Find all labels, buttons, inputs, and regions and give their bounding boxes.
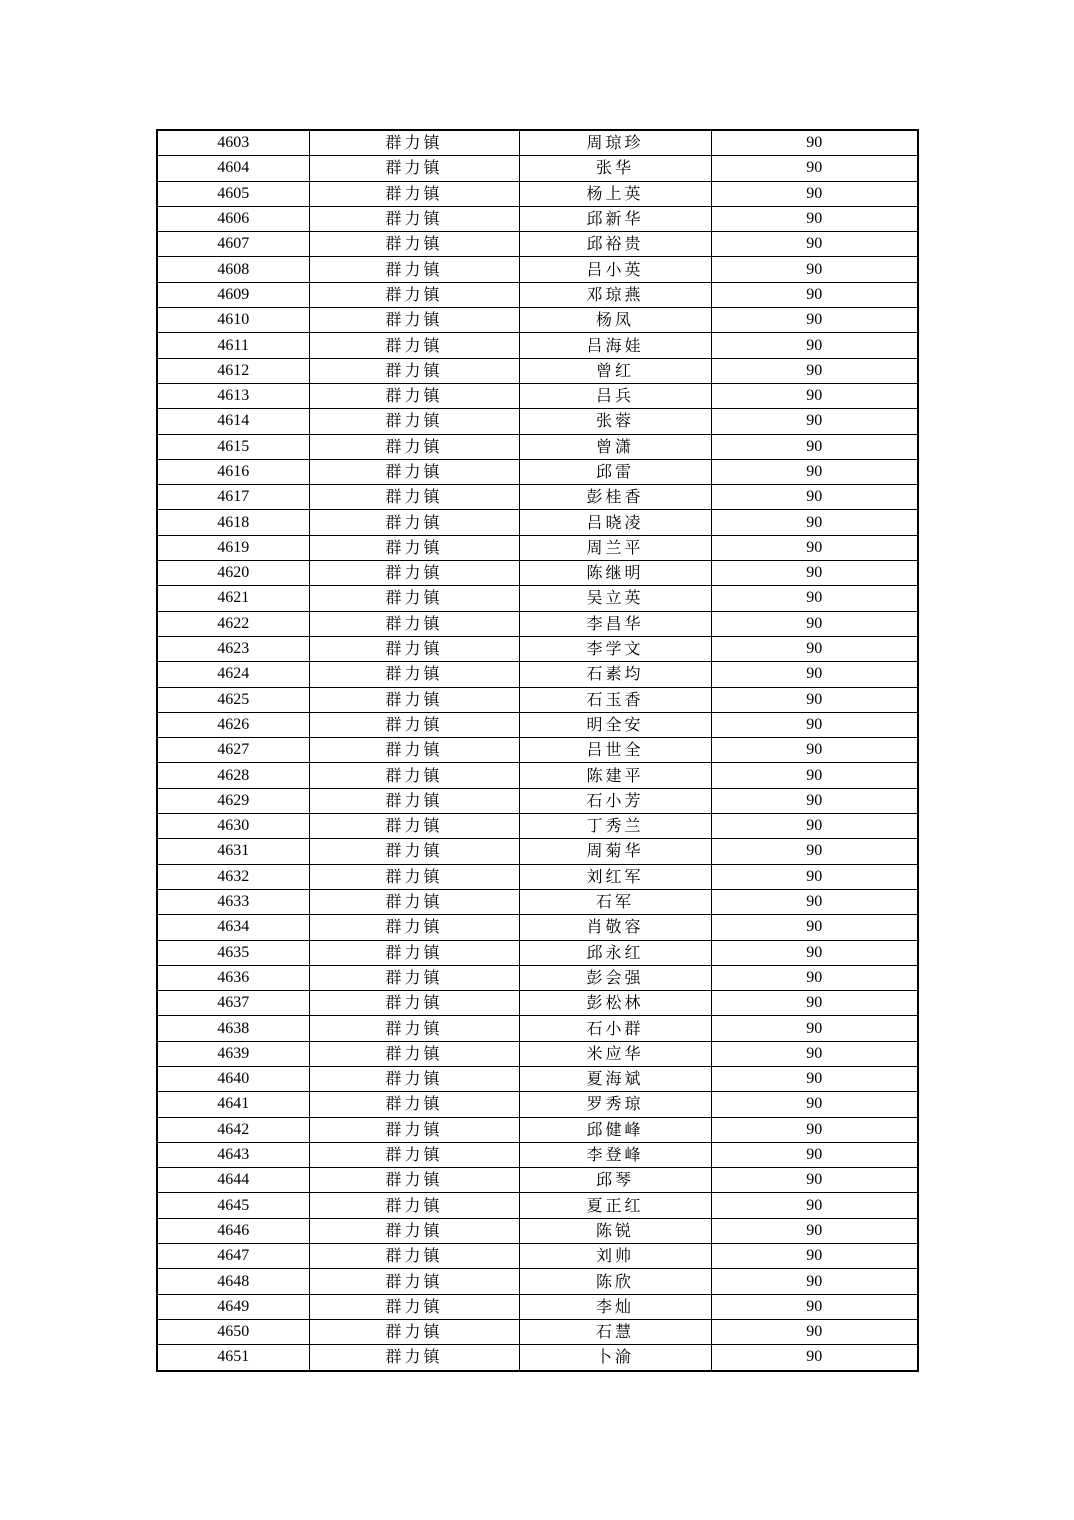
cell-name: 米应华	[519, 1041, 711, 1066]
cell-score: 90	[711, 282, 918, 307]
cell-number: 4648	[157, 1269, 309, 1294]
table-row	[157, 409, 918, 434]
cell-number: 4636	[157, 965, 309, 990]
cell-name: 邱裕贵	[519, 232, 711, 257]
cell-name: 石玉香	[519, 687, 711, 712]
cell-score: 90	[711, 864, 918, 889]
table-row	[157, 561, 918, 586]
cell-town: 群力镇	[309, 308, 519, 333]
table-row	[157, 915, 918, 940]
table-row	[157, 333, 918, 358]
cell-number: 4641	[157, 1092, 309, 1117]
cell-town: 群力镇	[309, 1345, 519, 1371]
cell-number: 4632	[157, 864, 309, 889]
table-row	[157, 308, 918, 333]
cell-name: 周兰平	[519, 535, 711, 560]
cell-number: 4619	[157, 535, 309, 560]
table-row	[157, 965, 918, 990]
cell-score: 90	[711, 965, 918, 990]
table-row	[157, 485, 918, 510]
cell-number: 4607	[157, 232, 309, 257]
cell-name: 彭松林	[519, 991, 711, 1016]
cell-number: 4625	[157, 687, 309, 712]
table-row	[157, 156, 918, 181]
cell-town: 群力镇	[309, 1016, 519, 1041]
cell-town: 群力镇	[309, 206, 519, 231]
cell-town: 群力镇	[309, 1041, 519, 1066]
cell-name: 石素均	[519, 662, 711, 687]
table-row	[157, 1294, 918, 1319]
cell-number: 4628	[157, 763, 309, 788]
cell-town: 群力镇	[309, 1244, 519, 1269]
cell-town: 群力镇	[309, 636, 519, 661]
cell-town: 群力镇	[309, 257, 519, 282]
cell-score: 90	[711, 156, 918, 181]
table-row	[157, 636, 918, 661]
cell-town: 群力镇	[309, 510, 519, 535]
cell-town: 群力镇	[309, 561, 519, 586]
cell-name: 彭会强	[519, 965, 711, 990]
cell-number: 4640	[157, 1066, 309, 1091]
table-row	[157, 1117, 918, 1142]
cell-number: 4644	[157, 1168, 309, 1193]
table-row	[157, 763, 918, 788]
table-row	[157, 434, 918, 459]
cell-score: 90	[711, 763, 918, 788]
cell-number: 4633	[157, 889, 309, 914]
cell-number: 4613	[157, 383, 309, 408]
cell-name: 李登峰	[519, 1142, 711, 1167]
cell-score: 90	[711, 1092, 918, 1117]
cell-number: 4617	[157, 485, 309, 510]
table-row	[157, 459, 918, 484]
cell-town: 群力镇	[309, 282, 519, 307]
cell-name: 卜渝	[519, 1345, 711, 1371]
cell-score: 90	[711, 814, 918, 839]
table-row	[157, 1218, 918, 1243]
cell-number: 4611	[157, 333, 309, 358]
cell-name: 周琼珍	[519, 130, 711, 156]
cell-score: 90	[711, 1016, 918, 1041]
cell-town: 群力镇	[309, 1168, 519, 1193]
cell-score: 90	[711, 839, 918, 864]
cell-number: 4615	[157, 434, 309, 459]
cell-town: 群力镇	[309, 839, 519, 864]
cell-number: 4618	[157, 510, 309, 535]
cell-number: 4635	[157, 940, 309, 965]
cell-name: 李学文	[519, 636, 711, 661]
cell-town: 群力镇	[309, 991, 519, 1016]
table-row	[157, 535, 918, 560]
cell-score: 90	[711, 358, 918, 383]
cell-town: 群力镇	[309, 181, 519, 206]
cell-town: 群力镇	[309, 662, 519, 687]
roster-body	[157, 130, 918, 1371]
cell-town: 群力镇	[309, 1092, 519, 1117]
cell-score: 90	[711, 611, 918, 636]
cell-name: 吕海娃	[519, 333, 711, 358]
table-row	[157, 130, 918, 156]
cell-number: 4638	[157, 1016, 309, 1041]
cell-town: 群力镇	[309, 687, 519, 712]
cell-score: 90	[711, 687, 918, 712]
cell-town: 群力镇	[309, 156, 519, 181]
cell-name: 丁秀兰	[519, 814, 711, 839]
cell-name: 吴立英	[519, 586, 711, 611]
cell-town: 群力镇	[309, 788, 519, 813]
cell-name: 李灿	[519, 1294, 711, 1319]
cell-town: 群力镇	[309, 586, 519, 611]
cell-town: 群力镇	[309, 915, 519, 940]
cell-number: 4631	[157, 839, 309, 864]
cell-score: 90	[711, 915, 918, 940]
cell-number: 4643	[157, 1142, 309, 1167]
cell-score: 90	[711, 1269, 918, 1294]
cell-score: 90	[711, 1218, 918, 1243]
cell-name: 刘红军	[519, 864, 711, 889]
cell-town: 群力镇	[309, 1066, 519, 1091]
table-row	[157, 358, 918, 383]
cell-score: 90	[711, 940, 918, 965]
table-row	[157, 940, 918, 965]
table-row	[157, 282, 918, 307]
cell-name: 夏海斌	[519, 1066, 711, 1091]
cell-name: 石小芳	[519, 788, 711, 813]
cell-score: 90	[711, 991, 918, 1016]
cell-number: 4626	[157, 712, 309, 737]
cell-name: 肖敬容	[519, 915, 711, 940]
cell-name: 张华	[519, 156, 711, 181]
cell-number: 4610	[157, 308, 309, 333]
cell-town: 群力镇	[309, 232, 519, 257]
cell-name: 彭桂香	[519, 485, 711, 510]
cell-name: 曾潇	[519, 434, 711, 459]
cell-name: 邓琼燕	[519, 282, 711, 307]
cell-name: 吕世全	[519, 738, 711, 763]
cell-name: 刘帅	[519, 1244, 711, 1269]
cell-town: 群力镇	[309, 738, 519, 763]
cell-name: 吕兵	[519, 383, 711, 408]
cell-number: 4624	[157, 662, 309, 687]
cell-town: 群力镇	[309, 485, 519, 510]
cell-town: 群力镇	[309, 1142, 519, 1167]
cell-name: 杨凤	[519, 308, 711, 333]
table-row	[157, 662, 918, 687]
cell-number: 4627	[157, 738, 309, 763]
table-row	[157, 257, 918, 282]
cell-score: 90	[711, 535, 918, 560]
cell-town: 群力镇	[309, 409, 519, 434]
cell-score: 90	[711, 257, 918, 282]
cell-number: 4650	[157, 1319, 309, 1344]
cell-score: 90	[711, 1294, 918, 1319]
cell-name: 邱琴	[519, 1168, 711, 1193]
cell-town: 群力镇	[309, 1193, 519, 1218]
table-row	[157, 1092, 918, 1117]
table-row	[157, 586, 918, 611]
cell-name: 周菊华	[519, 839, 711, 864]
cell-score: 90	[711, 485, 918, 510]
cell-town: 群力镇	[309, 940, 519, 965]
table-row	[157, 1345, 918, 1371]
cell-name: 石小群	[519, 1016, 711, 1041]
cell-town: 群力镇	[309, 459, 519, 484]
table-row	[157, 712, 918, 737]
cell-name: 陈建平	[519, 763, 711, 788]
table-row	[157, 1244, 918, 1269]
cell-score: 90	[711, 409, 918, 434]
cell-score: 90	[711, 206, 918, 231]
cell-town: 群力镇	[309, 965, 519, 990]
cell-name: 陈锐	[519, 1218, 711, 1243]
cell-number: 4605	[157, 181, 309, 206]
cell-name: 邱雷	[519, 459, 711, 484]
table-row	[157, 738, 918, 763]
cell-score: 90	[711, 333, 918, 358]
table-row	[157, 889, 918, 914]
table-row	[157, 1168, 918, 1193]
table-row	[157, 1269, 918, 1294]
cell-number: 4620	[157, 561, 309, 586]
cell-score: 90	[711, 561, 918, 586]
cell-score: 90	[711, 1319, 918, 1344]
table-row	[157, 1016, 918, 1041]
cell-town: 群力镇	[309, 535, 519, 560]
cell-town: 群力镇	[309, 763, 519, 788]
cell-town: 群力镇	[309, 434, 519, 459]
cell-score: 90	[711, 662, 918, 687]
cell-name: 明全安	[519, 712, 711, 737]
cell-number: 4608	[157, 257, 309, 282]
table-row	[157, 839, 918, 864]
cell-town: 群力镇	[309, 611, 519, 636]
cell-name: 张蓉	[519, 409, 711, 434]
table-row	[157, 383, 918, 408]
cell-number: 4616	[157, 459, 309, 484]
cell-number: 4649	[157, 1294, 309, 1319]
cell-score: 90	[711, 130, 918, 156]
table-row	[157, 1319, 918, 1344]
cell-score: 90	[711, 1193, 918, 1218]
cell-name: 邱永红	[519, 940, 711, 965]
cell-score: 90	[711, 308, 918, 333]
cell-score: 90	[711, 434, 918, 459]
cell-number: 4651	[157, 1345, 309, 1371]
table-row	[157, 181, 918, 206]
cell-town: 群力镇	[309, 712, 519, 737]
cell-number: 4604	[157, 156, 309, 181]
table-row	[157, 788, 918, 813]
cell-number: 4621	[157, 586, 309, 611]
cell-number: 4622	[157, 611, 309, 636]
cell-name: 陈继明	[519, 561, 711, 586]
cell-name: 陈欣	[519, 1269, 711, 1294]
cell-name: 吕晓凌	[519, 510, 711, 535]
cell-name: 邱健峰	[519, 1117, 711, 1142]
cell-score: 90	[711, 181, 918, 206]
cell-score: 90	[711, 586, 918, 611]
cell-score: 90	[711, 1345, 918, 1371]
cell-score: 90	[711, 1168, 918, 1193]
cell-number: 4612	[157, 358, 309, 383]
roster-table	[156, 129, 919, 1372]
table-row	[157, 864, 918, 889]
cell-number: 4639	[157, 1041, 309, 1066]
table-row	[157, 687, 918, 712]
cell-score: 90	[711, 510, 918, 535]
cell-score: 90	[711, 636, 918, 661]
table-row	[157, 1066, 918, 1091]
cell-town: 群力镇	[309, 814, 519, 839]
table-row	[157, 1193, 918, 1218]
table-row	[157, 611, 918, 636]
cell-number: 4645	[157, 1193, 309, 1218]
cell-number: 4637	[157, 991, 309, 1016]
cell-number: 4642	[157, 1117, 309, 1142]
table-row	[157, 232, 918, 257]
cell-name: 石慧	[519, 1319, 711, 1344]
cell-number: 4630	[157, 814, 309, 839]
cell-number: 4603	[157, 130, 309, 156]
table-row	[157, 991, 918, 1016]
cell-score: 90	[711, 738, 918, 763]
table-row	[157, 1041, 918, 1066]
cell-name: 杨上英	[519, 181, 711, 206]
cell-town: 群力镇	[309, 130, 519, 156]
table-row	[157, 1142, 918, 1167]
cell-number: 4647	[157, 1244, 309, 1269]
cell-town: 群力镇	[309, 333, 519, 358]
cell-score: 90	[711, 459, 918, 484]
cell-score: 90	[711, 1117, 918, 1142]
cell-score: 90	[711, 788, 918, 813]
cell-town: 群力镇	[309, 889, 519, 914]
cell-name: 李昌华	[519, 611, 711, 636]
cell-number: 4629	[157, 788, 309, 813]
cell-number: 4609	[157, 282, 309, 307]
cell-name: 吕小英	[519, 257, 711, 282]
table-row	[157, 206, 918, 231]
cell-number: 4646	[157, 1218, 309, 1243]
cell-score: 90	[711, 232, 918, 257]
cell-name: 石军	[519, 889, 711, 914]
cell-town: 群力镇	[309, 1269, 519, 1294]
cell-score: 90	[711, 712, 918, 737]
cell-number: 4623	[157, 636, 309, 661]
cell-score: 90	[711, 1041, 918, 1066]
cell-number: 4634	[157, 915, 309, 940]
cell-town: 群力镇	[309, 383, 519, 408]
cell-town: 群力镇	[309, 1319, 519, 1344]
cell-town: 群力镇	[309, 1294, 519, 1319]
cell-score: 90	[711, 383, 918, 408]
cell-number: 4614	[157, 409, 309, 434]
cell-name: 罗秀琼	[519, 1092, 711, 1117]
cell-score: 90	[711, 1066, 918, 1091]
cell-number: 4606	[157, 206, 309, 231]
cell-score: 90	[711, 1244, 918, 1269]
cell-town: 群力镇	[309, 1117, 519, 1142]
cell-town: 群力镇	[309, 864, 519, 889]
table-row	[157, 814, 918, 839]
cell-name: 邱新华	[519, 206, 711, 231]
cell-name: 夏正红	[519, 1193, 711, 1218]
table-row	[157, 510, 918, 535]
cell-name: 曾红	[519, 358, 711, 383]
cell-town: 群力镇	[309, 1218, 519, 1243]
cell-score: 90	[711, 1142, 918, 1167]
cell-town: 群力镇	[309, 358, 519, 383]
cell-score: 90	[711, 889, 918, 914]
